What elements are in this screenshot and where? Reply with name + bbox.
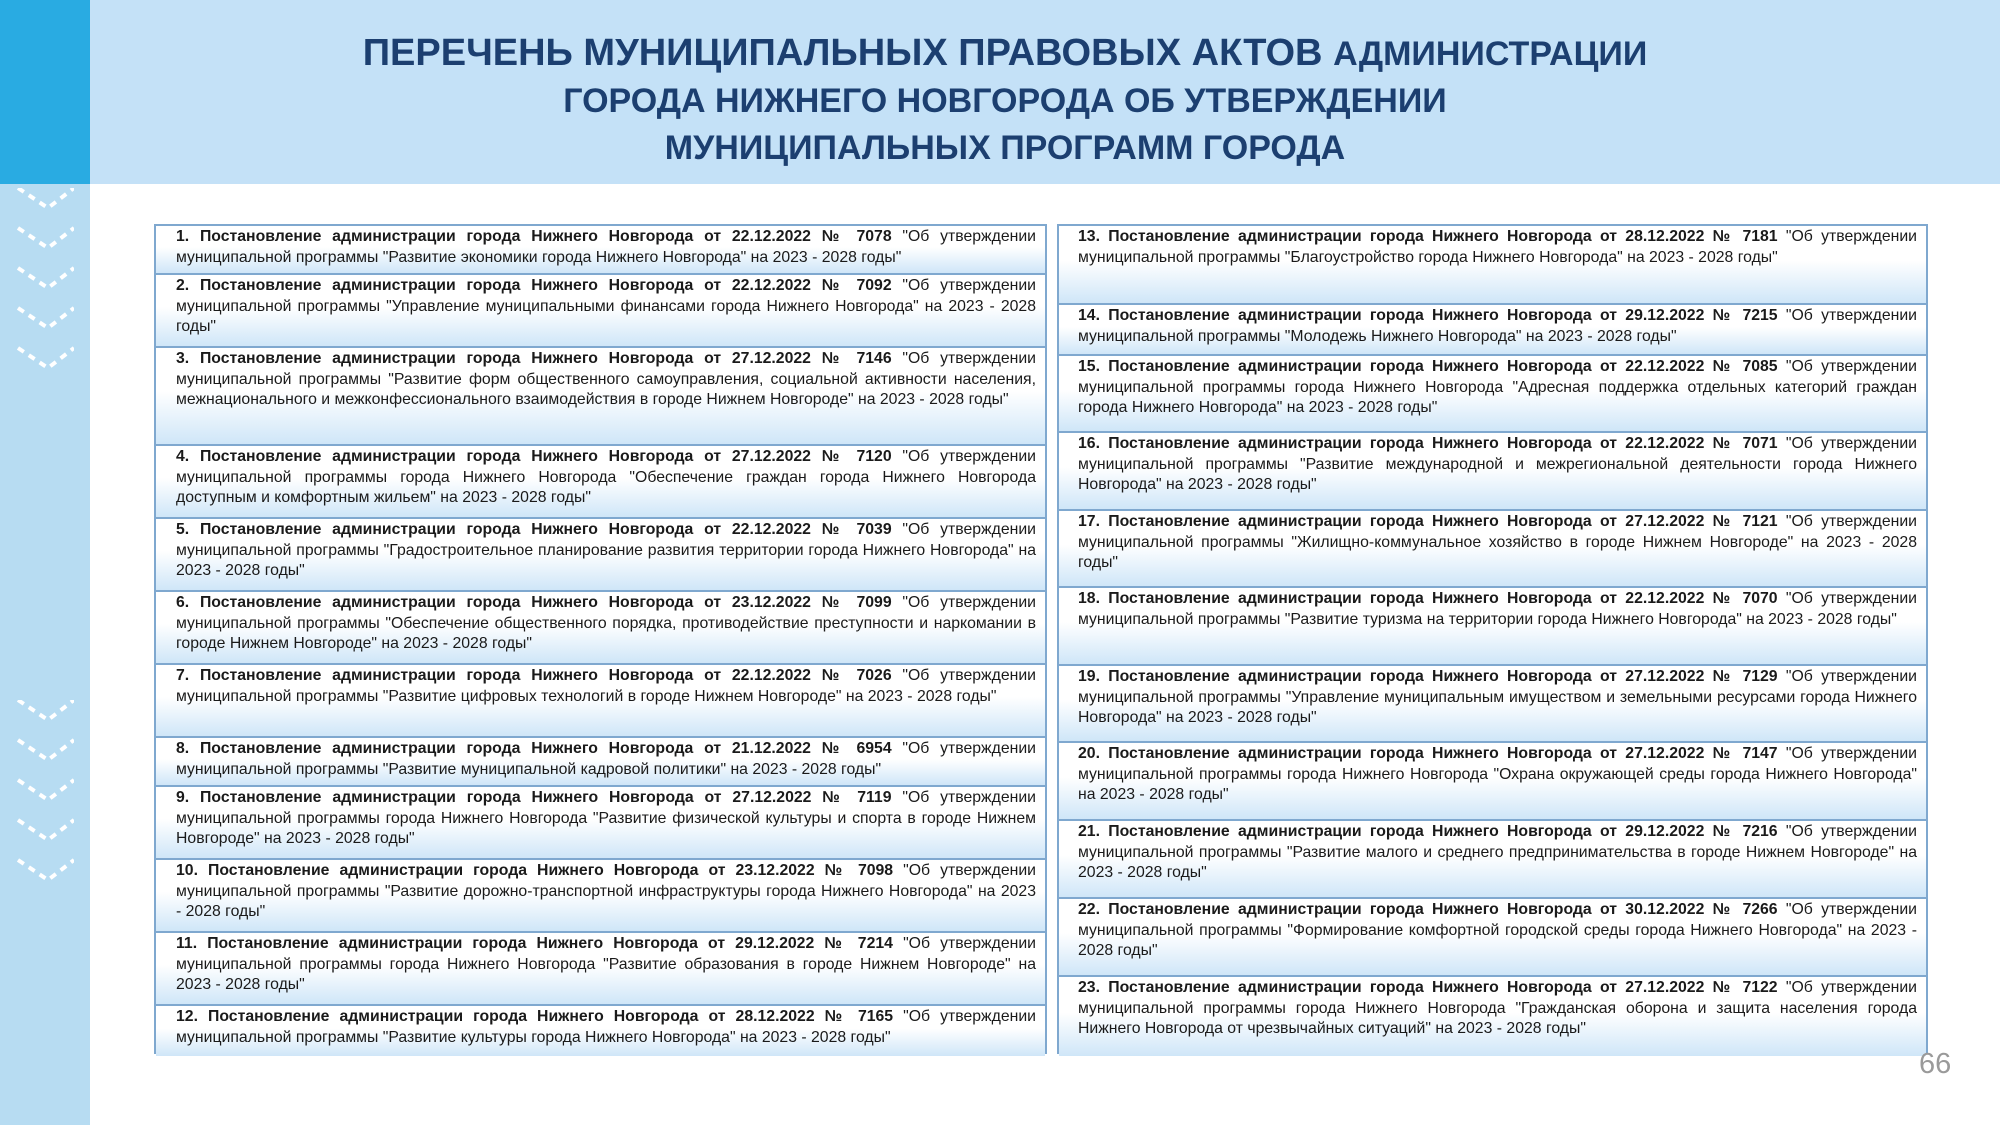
- act-heading: 6. Постановление администрации города Нижнего Новгорода от 23.12.2022 № 7099: [176, 594, 892, 611]
- act-heading: 17. Постановление администрации города Нижнего Новгорода от 27.12.2022 № 7121: [1078, 513, 1778, 530]
- act-heading: 11. Постановление администрации города Нижнего Новгорода от 29.12.2022 № 7214: [176, 935, 893, 952]
- act-description: "Об утверждении муниципальной программы "Развитие муниципальной кадровой политики" на 2023 - 2028 годы": [176, 740, 1036, 778]
- legal-act-item: [1059, 305, 1926, 356]
- act-description: "Об утверждении муниципальной программы города Нижнего Новгорода "Охрана окружающей среды города Нижнего Новгорода" на 2023 - 2028 годы": [1078, 745, 1918, 804]
- legal-act-item: [156, 348, 1045, 446]
- left-accent-block: [0, 0, 90, 184]
- act-heading: 14. Постановление администрации города Нижнего Новгорода от 29.12.2022 № 7215: [1078, 307, 1778, 324]
- act-heading: 22. Постановление администрации города Нижнего Новгорода от 30.12.2022 № 7266: [1078, 901, 1778, 918]
- page-title: [90, 30, 1920, 172]
- legal-act-item: [156, 787, 1045, 860]
- legal-act-item: [1059, 356, 1926, 433]
- act-description: "Об утверждении муниципальной программы "Жилищно-коммунальное хозяйство в городе Нижнем Новгороде" на 2023 - 2028 годы": [1078, 513, 1918, 572]
- act-heading: 20. Постановление администрации города Нижнего Новгорода от 27.12.2022 № 7147: [1078, 745, 1778, 762]
- act-description: "Об утверждении муниципальной программы "Развитие малого и среднего предпринимательства в городе Нижнем Новгороде" на 2023 - 2028 годы": [1078, 823, 1918, 882]
- title-line-2: ГОРОДА НИЖНЕГО НОВГОРОДА ОБ УТВЕРЖДЕНИИ: [563, 82, 1447, 120]
- chevron-pattern-icon: [14, 700, 74, 900]
- right-acts-list: [1057, 224, 1928, 1054]
- act-description: "Об утверждении муниципальной программы "Развитие туризма на территории города Нижнего Новгорода" на 2023 - 2028 годы": [1078, 590, 1918, 628]
- legal-act-item: [1059, 821, 1926, 899]
- act-description: "Об утверждении муниципальной программы "Развитие экономики города Нижнего Новгорода" на 2023 - 2028 годы": [176, 228, 1036, 266]
- act-description: "Об утверждении муниципальной программы "Обеспечение общественного порядка, противодействие преступности и наркомании в городе Нижнем Новгороде" на 2023 - 2028 годы": [176, 594, 1036, 653]
- act-heading: 12. Постановление администрации города Нижнего Новгорода от 28.12.2022 № 7165: [176, 1008, 894, 1025]
- legal-act-item: [1059, 977, 1926, 1056]
- chevron-pattern-icon: [14, 188, 74, 388]
- act-heading: 21. Постановление администрации города Нижнего Новгорода от 29.12.2022 № 7216: [1078, 823, 1778, 840]
- act-heading: 5. Постановление администрации города Нижнего Новгорода от 22.12.2022 № 7039: [176, 521, 892, 538]
- legal-act-item: [1059, 511, 1926, 588]
- legal-act-item: [156, 933, 1045, 1006]
- legal-act-item: [156, 592, 1045, 665]
- act-description: "Об утверждении муниципальной программы "Градостроительное планирование развития территории города Нижнего Новгорода" на 2023 - 2028 годы": [176, 521, 1036, 580]
- legal-act-item: [156, 738, 1045, 787]
- act-description: "Об утверждении муниципальной программы города Нижнего Новгорода "Обеспечение граждан города Нижнего Новгорода доступным и комфортным жильем" на 2023 - 2028 годы": [176, 448, 1036, 507]
- act-description: "Об утверждении муниципальной программы "Развитие цифровых технологий в городе Нижнем Новгороде" на 2023 - 2028 годы": [176, 667, 1036, 705]
- act-heading: 7. Постановление администрации города Нижнего Новгорода от 22.12.2022 № 7026: [176, 667, 892, 684]
- act-description: "Об утверждении муниципальной программы "Управление муниципальными финансами города Нижнего Новгорода" на 2023 - 2028 годы": [176, 277, 1036, 336]
- act-description: "Об утверждении муниципальной программы города Нижнего Новгорода "Гражданская оборона и защита населения города Нижнего Новгорода от чрезвычайных ситуаций" на 2023 - 2028 годы": [1078, 979, 1918, 1038]
- act-description: "Об утверждении муниципальной программы города Нижнего Новгорода "Развитие образования в городе Нижнем Новгороде" на 2023 - 2028 годы": [176, 935, 1036, 994]
- act-description: "Об утверждении муниципальной программы города Нижнего Новгорода "Адресная поддержка отдельных категорий граждан города Нижнего Новгорода" на 2023 - 2028 годы": [1078, 358, 1918, 417]
- left-acts-list: [154, 224, 1047, 1054]
- act-heading: 10. Постановление администрации города Нижнего Новгорода от 23.12.2022 № 7098: [176, 862, 894, 879]
- act-heading: 8. Постановление администрации города Нижнего Новгорода от 21.12.2022 № 6954: [176, 740, 892, 757]
- act-heading: 13. Постановление администрации города Нижнего Новгорода от 28.12.2022 № 7181: [1078, 228, 1778, 245]
- legal-act-item: [156, 665, 1045, 738]
- act-description: "Об утверждении муниципальной программы "Развитие форм общественного самоуправления, социальной активности населения, межнационального и межконфессионального взаимодействия в городе Нижнем Новгороде" на 2023 - 2028 годы": [176, 350, 1036, 409]
- act-heading: 2. Постановление администрации города Нижнего Новгорода от 22.12.2022 № 7092: [176, 277, 892, 294]
- title-line-1-main: ПЕРЕЧЕНЬ МУНИЦИПАЛЬНЫХ ПРАВОВЫХ АКТОВ: [362, 32, 1323, 74]
- act-description: "Об утверждении муниципальной программы "Формирование комфортной городской среды города Нижнего Новгорода" на 2023 - 2028 годы": [1078, 901, 1918, 960]
- act-heading: 4. Постановление администрации города Нижнего Новгорода от 27.12.2022 № 7120: [176, 448, 892, 465]
- legal-act-item: [156, 519, 1045, 592]
- act-heading: 18. Постановление администрации города Нижнего Новгорода от 22.12.2022 № 7070: [1078, 590, 1778, 607]
- legal-act-item: [1059, 743, 1926, 821]
- act-description: "Об утверждении муниципальной программы "Управление муниципальным имуществом и земельными ресурсами города Нижнего Новгорода" на 2023 - 2028 годы": [1078, 668, 1918, 727]
- legal-act-item: [156, 275, 1045, 348]
- act-heading: 23. Постановление администрации города Нижнего Новгорода от 27.12.2022 № 7122: [1078, 979, 1778, 996]
- legal-act-item: [156, 860, 1045, 933]
- legal-act-item: [1059, 588, 1926, 666]
- act-heading: 1. Постановление администрации города Нижнего Новгорода от 22.12.2022 № 7078: [176, 228, 892, 245]
- act-description: "Об утверждении муниципальной программы "Благоустройство города Нижнего Новгорода" на 2023 - 2028 годы": [1078, 228, 1918, 266]
- legal-act-item: [1059, 899, 1926, 977]
- left-decor-strip: [0, 0, 90, 1125]
- act-heading: 15. Постановление администрации города Нижнего Новгорода от 22.12.2022 № 7085: [1078, 358, 1778, 375]
- legal-act-item: [156, 1006, 1045, 1056]
- act-heading: 19. Постановление администрации города Нижнего Новгорода от 27.12.2022 № 7129: [1078, 668, 1778, 685]
- title-line-1-tail: АДМИНИСТРАЦИИ: [1333, 35, 1648, 73]
- act-heading: 9. Постановление администрации города Нижнего Новгорода от 27.12.2022 № 7119: [176, 789, 892, 806]
- act-description: "Об утверждении муниципальной программы "Развитие международной и межрегиональной деятельности города Нижнего Новгорода" на 2023 - 2028 годы": [1078, 435, 1918, 494]
- act-description: "Об утверждении муниципальной программы "Молодежь Нижнего Новгорода" на 2023 - 2028 годы": [1078, 307, 1918, 345]
- act-description: "Об утверждении муниципальной программы "Развитие культуры города Нижнего Новгорода" на 2023 - 2028 годы": [176, 1008, 1037, 1046]
- legal-act-item: [156, 226, 1045, 275]
- legal-act-item: [156, 446, 1045, 519]
- title-line-3: МУНИЦИПАЛЬНЫХ ПРОГРАММ ГОРОДА: [664, 129, 1346, 167]
- act-heading: 3. Постановление администрации города Нижнего Новгорода от 27.12.2022 № 7146: [176, 350, 892, 367]
- legal-act-item: [1059, 433, 1926, 511]
- act-description: "Об утверждении муниципальной программы города Нижнего Новгорода "Развитие физической культуры и спорта в городе Нижнем Новгороде" на 2023 - 2028 годы": [176, 789, 1037, 848]
- legal-act-item: [1059, 226, 1926, 305]
- legal-act-item: [1059, 666, 1926, 743]
- page-number: 66: [1919, 1048, 1952, 1080]
- act-description: "Об утверждении муниципальной программы "Развитие дорожно-транспортной инфраструктуры города Нижнего Новгорода" на 2023 - 2028 годы": [176, 862, 1037, 921]
- act-heading: 16. Постановление администрации города Нижнего Новгорода от 22.12.2022 № 7071: [1078, 435, 1778, 452]
